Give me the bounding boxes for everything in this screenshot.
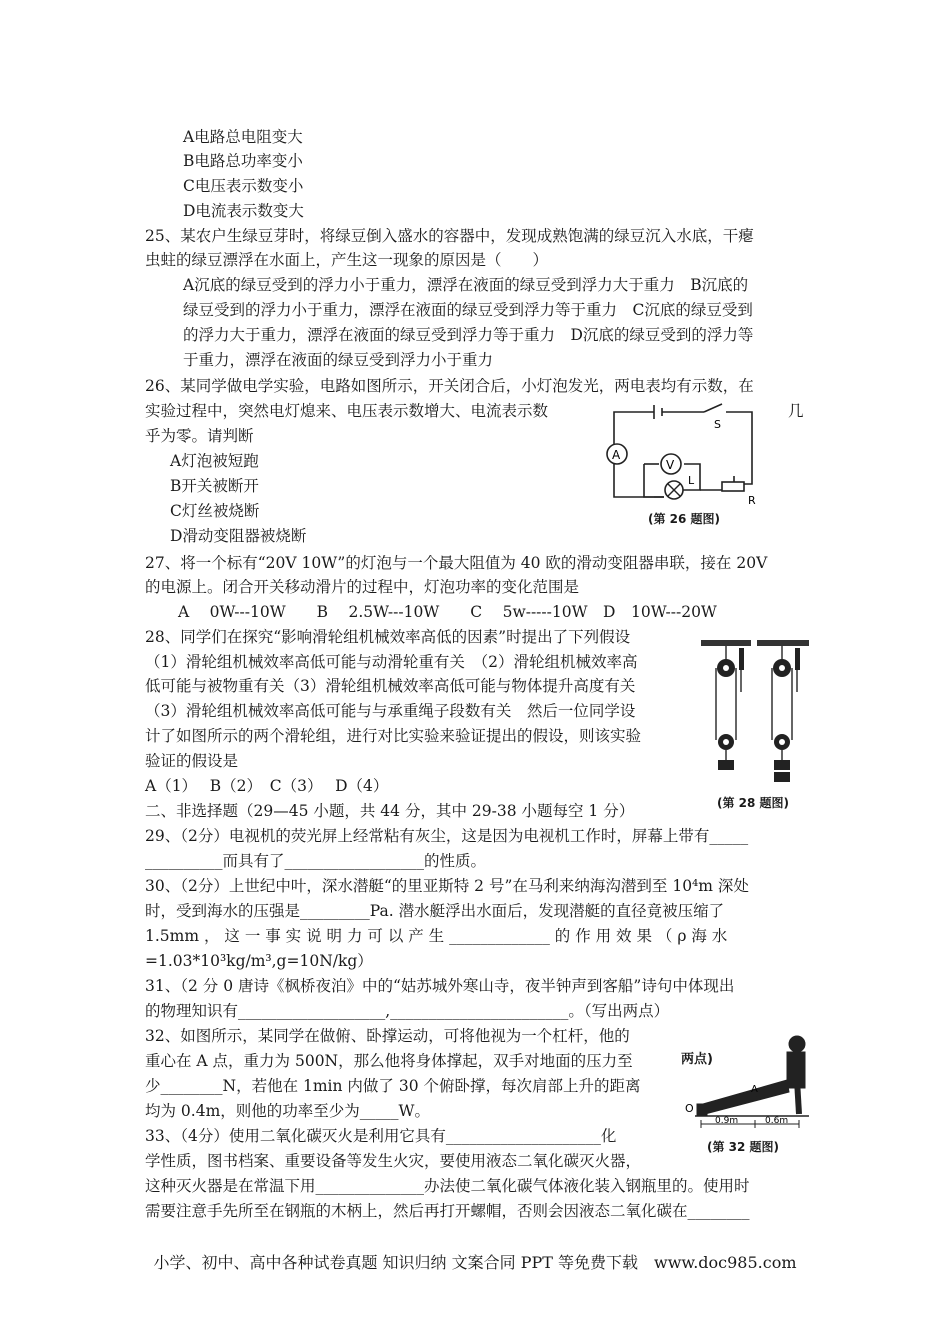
q28-stem-line4: （3）滑轮组机械效率高低可能与与承重绳子段数有关 然后一位同学设 (145, 702, 636, 720)
q29-line1: 29、（2分）电视机的荧光屏上经常粘有灰尘，这是因为电视机工作时，屏幕上带有_____ (145, 827, 749, 845)
pulley-diagram (697, 632, 812, 794)
q28-stem-line6: 验证的假设是 (145, 752, 239, 770)
q30-line3: 1.5mm ， 这 一 事 实 说 明 力 可 以 产 生 _____________ 的 作 用 效 果 （ ρ 海 水 (145, 927, 728, 945)
figure-28-caption: (第 28 题图) (717, 796, 790, 810)
pulley-figure (697, 632, 812, 812)
q26-option-c: C灯丝被烧断 (170, 502, 260, 520)
voltmeter-label: V (666, 458, 675, 472)
q25-stem-line2: 虫蛀的绿豆漂浮在水面上，产生这一现象的原因是（ ） (145, 251, 549, 269)
pushup-figure (681, 1030, 811, 1156)
q29-line2: __________而具有了__________________的性质。 (145, 852, 487, 870)
q27-stem-line2: 的电源上。闭合开关移动滑片的过程中，灯泡功率的变化范围是 (145, 578, 580, 596)
section-2-heading: 二、非选择题（29—45 小题，共 44 分，其中 29-38 小题每空 1 分） (145, 802, 635, 820)
pushup-diagram (681, 1030, 811, 1142)
q24-option-c: C电压表示数变小 (183, 177, 304, 195)
q28-options: A（1） B（2） C（3） D（4） (145, 777, 389, 795)
q32-line4: 均为 0.4m，则他的功率至少为_____W。 (145, 1102, 430, 1120)
lamp-label: L (688, 474, 695, 487)
q32-line2: 重心在 A 点，重力为 500N，那么他将身体撑起，双手对地面的压力至 (145, 1052, 633, 1070)
q26-option-b: B开关被断开 (170, 477, 259, 495)
q26-option-a: A灯泡被短跑 (170, 452, 259, 470)
rheostat-label: R (748, 494, 756, 507)
q26-stem-line1: 26、某同学做电学实验，电路如图所示，开关闭合后，小灯泡发光，两电表均有示数，在 (145, 377, 754, 395)
q26-stem-line3: 乎为零。请判断 (145, 427, 254, 445)
q24-option-b: B电路总功率变小 (183, 152, 303, 170)
ammeter-label: A (612, 448, 621, 462)
q25-options-line1: A沉底的绿豆受到的浮力小于重力，漂浮在液面的绿豆受到浮力大于重力 B沉底的 (183, 276, 749, 294)
page-footer: 小学、初中、高中各种试卷真题 知识归纳 文案合同 PPT 等免费下载 www.doc985.com (153, 1253, 797, 1272)
q24-option-d: D电流表示数变大 (183, 202, 304, 220)
q33-line4: 需要注意手先所至在钢瓶的木柄上，然后再打开螺帽，否则会因液态二氧化碳在________ (145, 1202, 750, 1220)
q26-option-d: D滑动变阻器被烧断 (170, 527, 307, 545)
figure-32-top-label: 两点) (681, 1052, 713, 1067)
q28-stem-line3: 低可能与被物重有关（3）滑轮组机械效率高低可能与物体提升高度有关 (145, 677, 636, 695)
q25-options-line4: 于重力，漂浮在液面的绿豆受到浮力小于重力 (183, 351, 494, 369)
q25-options-line2: 绿豆受到的浮力小于重力，漂浮在液面的绿豆受到浮力等于重力 C沉底的绿豆受到 (183, 301, 753, 319)
pivot-o-label: O (685, 1102, 694, 1115)
dimension-1: 0.9m (715, 1116, 739, 1126)
q31-line1: 31、（2 分 0 唐诗《枫桥夜泊》中的“姑苏城外寒山寺，夜半钟声到客船”诗句中体现出 (145, 977, 735, 995)
q28-stem-line2: （1）滑轮组机械效率高低可能与动滑轮重有关 （2）滑轮组机械效率高 (145, 653, 638, 671)
q30-line2: 时，受到海水的压强是_________Pa. 潜水艇浮出水面后，发现潜艇的直径竟被压缩了 (145, 902, 725, 920)
q28-stem-line1: 28、同学们在探究“影响滑轮组机械效率高低的因素”时提出了下列假设 (145, 628, 631, 646)
q27-options: A 0W---10W B 2.5W---10W C 5w-----10W D 10W---20W (178, 603, 717, 621)
q28-stem-line5: 计了如图所示的两个滑轮组，进行对比实验来验证提出的假设，则该实验 (145, 727, 642, 745)
switch-label: S (714, 418, 721, 431)
q33-line2: 学性质，图书档案、重要设备等发生火灾，要使用液态二氧化碳灭火器， (145, 1152, 642, 1170)
q30-line4: =1.03*10³kg/m³,g=10N/kg） (145, 952, 373, 970)
q30-line1: 30、（2分）上世纪中叶，深水潜艇“的里亚斯特 2 号”在马利来纳海沟潜到至 10⁴m 深处 (145, 877, 749, 895)
point-a-label: A (751, 1084, 758, 1095)
q26-stem-line2-end: 几 (788, 402, 804, 420)
q33-line3: 这种灭火器是在常温下用______________办法使二氧化碳气体液化装入钢瓶里的。使用时 (145, 1177, 750, 1195)
figure-32-caption: (第 32 题图) (707, 1140, 780, 1154)
q25-stem-line1: 25、某农户生绿豆芽时，将绿豆倒入盛水的容器中，发现成熟饱满的绿豆沉入水底，干瘪 (145, 227, 754, 245)
q24-option-a: A电路总电阻变大 (183, 128, 303, 146)
circuit-figure (604, 402, 764, 530)
q31-line2: 的物理知识有___________________,_______________________。（写出两点） (145, 1002, 670, 1020)
q33-line1: 33、（4分）使用二氧化碳灭火是利用它具有____________________化 (145, 1127, 617, 1145)
q26-stem-line2: 实验过程中，突然电灯熄来、电压表示数增大、电流表示数 (145, 402, 549, 420)
q32-line3: 少________N，若他在 1min 内做了 30 个俯卧撑，每次肩部上升的距离 (145, 1077, 641, 1095)
dimension-2: 0.6m (765, 1116, 789, 1126)
q27-stem-line1: 27、将一个标有“20V 10W”的灯泡与一个最大阻值为 40 欧的滑动变阻器串联，接在 20V (145, 554, 768, 572)
q32-line1: 32、如图所示，某同学在做俯、卧撑运动，可将他视为一个杠杆，他的 (145, 1027, 630, 1045)
figure-26-caption: (第 26 题图) (648, 512, 721, 526)
q25-options-line3: 的浮力大于重力，漂浮在液面的绿豆受到浮力等于重力 D沉底的绿豆受到的浮力等 (183, 326, 754, 344)
